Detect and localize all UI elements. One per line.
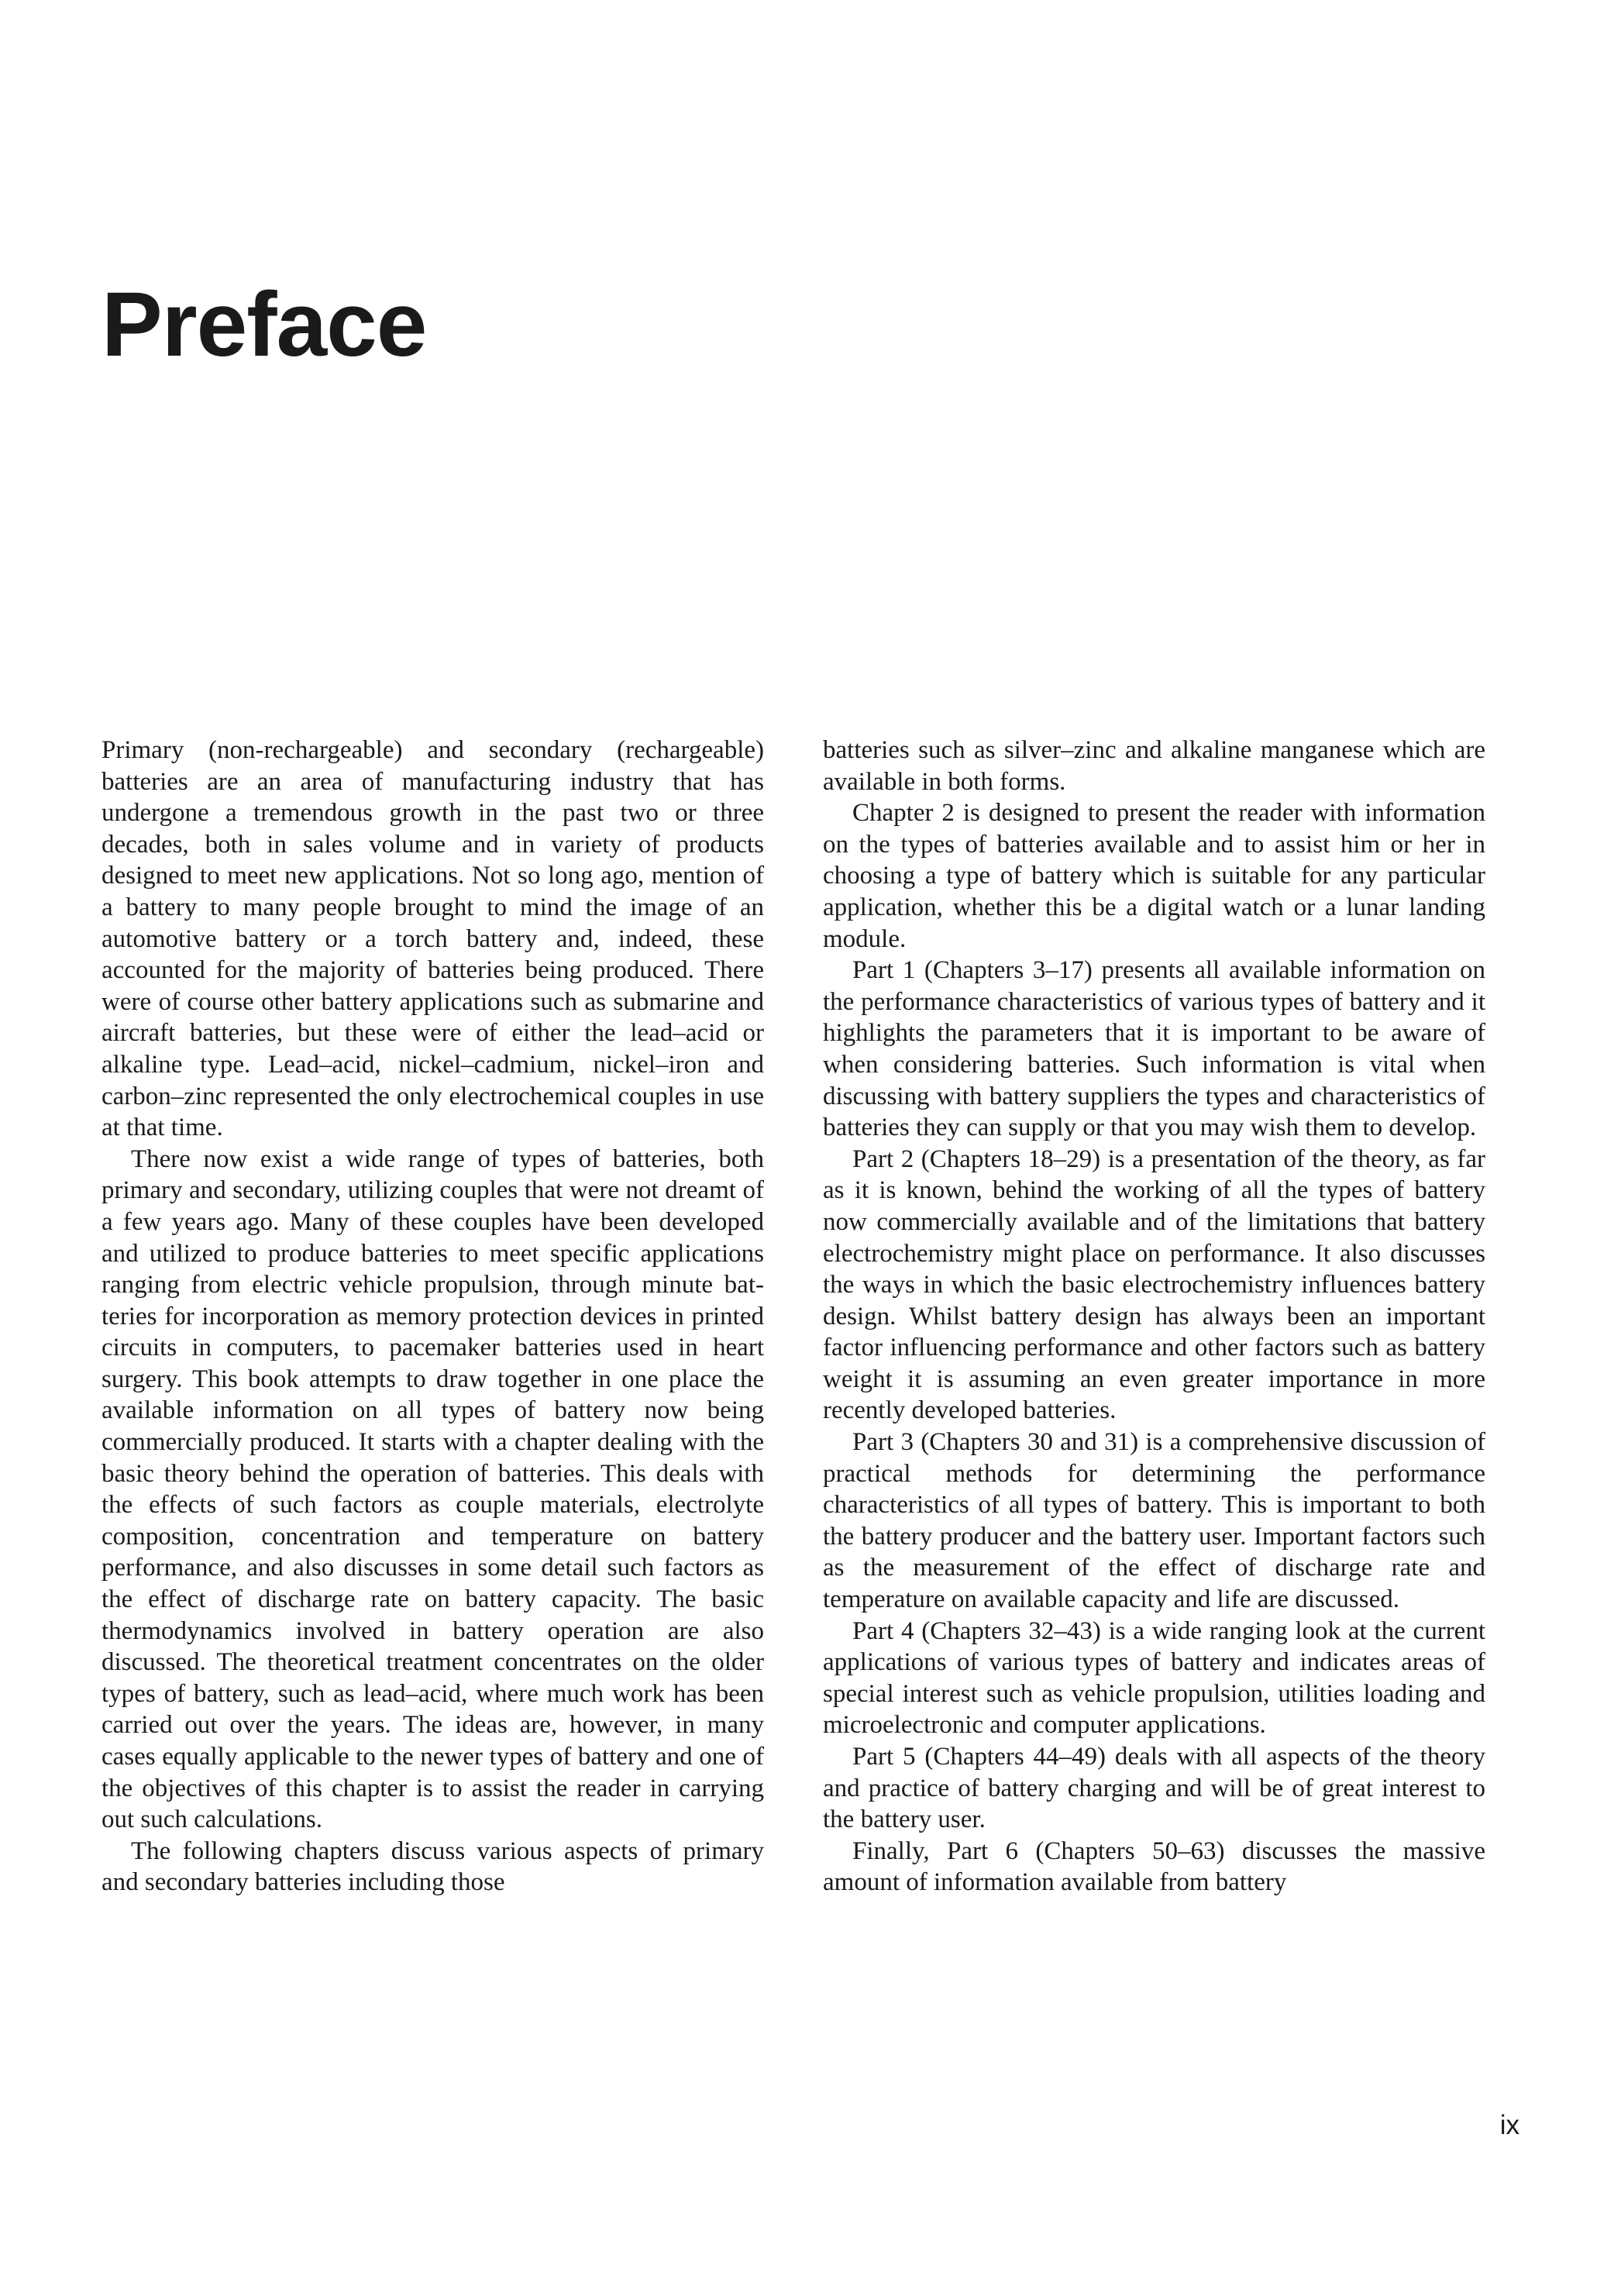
paragraph: Finally, Part 6 (Chapters 50–63) discusses the massive amount of information available from battery bbox=[823, 1836, 1485, 1897]
paragraph: batteries such as silver–zinc and alkaline manganese which are available in both forms. bbox=[823, 736, 1485, 796]
paragraph: Part 1 (Chapters 3–17) presents all available information on the performance characteristics of various types of battery and it highlights the parameters that it is important to be aware of when considering batteries. Such information is vital when discussing with battery suppliers the types and characteristics of batteries they can supply or that you may wish them to develop. bbox=[823, 956, 1485, 1142]
paragraph: Part 3 (Chapters 30 and 31) is a comprehensive discussion of practical methods for determining the performance characteristics of all types of battery. This is important to both the battery producer and the battery user. Important factors such as the measurement of the effect of discharge rate and temperature on available capacity and life are discussed. bbox=[823, 1428, 1485, 1614]
paragraph: There now exist a wide range of types of batteries, both primary and secondary, utilizing couples that were not dreamt of a few years ago. Many of these couples have been developed and utilized to produce batteries to meet specific applications ranging from electric vehicle propulsion, through minute batteries for incorporation as memory protection devices in printed circuits in computers, to pacemaker batteries used in heart surgery. This book attempts to draw together in one place the available information on all types of battery now being commercially produced. It starts with a chapter dealing with the basic theory behind the operation of batteries. This deals with the effects of such factors as couple materials, electrolyte composition, concentration and temperature on battery performance, and also discusses in some detail such factors as the effect of discharge rate on battery capacity. The basic thermodynamics involved in battery operation are also discussed. The theoretical treatment concentrates on the older types of battery, such as lead–acid, where much work has been carried out over the years. The ideas are, however, in many cases equally applicable to the newer types of battery and one of the objectives of this chapter is to assist the reader in carrying out such calculations. bbox=[102, 1145, 764, 1834]
page-title: Preface bbox=[102, 274, 427, 376]
paragraph: Part 4 (Chapters 32–43) is a wide ranging look at the current applications of various types of battery and indicates areas of special interest such as vehicle propulsion, utilities loading and microelectronic and computer applications. bbox=[823, 1616, 1485, 1740]
right-text-column bbox=[823, 735, 1485, 1898]
left-text-column bbox=[102, 735, 764, 1898]
paragraph: Part 2 (Chapters 18–29) is a presentation of the theory, as far as it is known, behind the working of all the types of battery now commercially available and of the limitations that battery electrochemistry might place on performance. It also discusses the ways in which the basic electrochemistry influences battery design. Whilst battery design has always been an important factor influencing performance and other factors such as battery weight it is assuming an even greater importance in more recently developed batteries. bbox=[823, 1145, 1485, 1425]
paragraph: Chapter 2 is designed to present the reader with information on the types of batteries available and to assist him or her in choosing a type of battery which is suitable for any particular application, whether this be a digital watch or a lunar landing module. bbox=[823, 799, 1485, 953]
page-number: ix bbox=[1499, 2110, 1519, 2140]
paragraph: Part 5 (Chapters 44–49) deals with all aspects of the theory and practice of battery charging and will be of great interest to the battery user. bbox=[823, 1743, 1485, 1834]
paragraph: The following chapters discuss various aspects of primary and secondary batteries including those bbox=[102, 1836, 764, 1897]
paragraph: Primary (non-rechargeable) and secondary (rechargeable) batteries are an area of manufacturing industry that has undergone a tremendous growth in the past two or three decades, both in sales volume and in variety of products designed to meet new applications. Not so long ago, mention of a battery to many people brought to mind the image of an automotive battery or a torch battery and, indeed, these accounted for the majority of batteries being produced. There were of course other battery applications such as submarine and aircraft batteries, but these were of either the lead–acid or alkaline type. Lead–acid, nickel–cadmium, nickel–iron and carbon–zinc represented the only electrochemical couples in use at that time. bbox=[102, 736, 764, 1142]
